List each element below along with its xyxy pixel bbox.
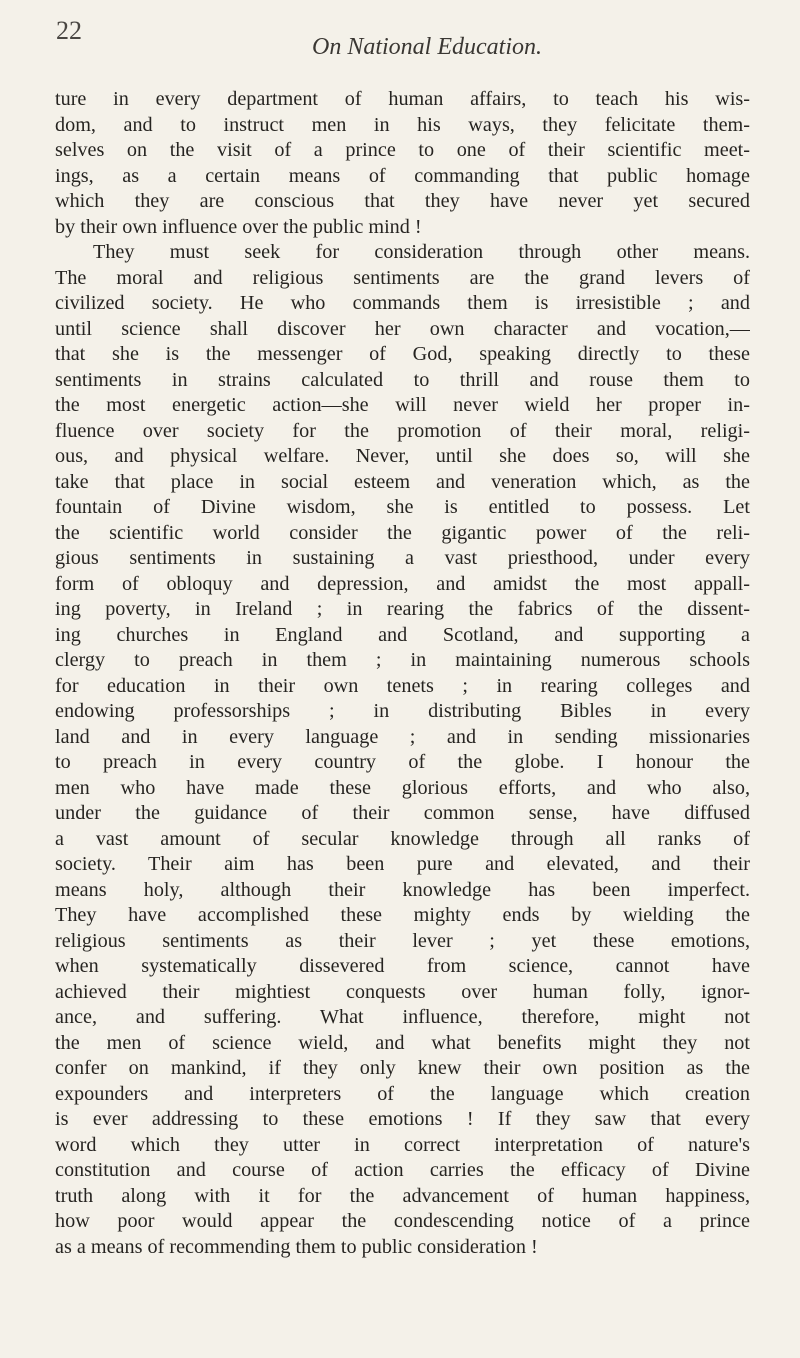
body-text [55,87,750,1260]
text-line: selves on the visit of a prince to one of their scientific meet- [55,139,750,161]
text-line: expounders and interpreters of the language which creation [55,1082,750,1105]
text-line: when systematically dissevered from science, cannot have [55,955,750,977]
text-line: truth along with it for the advancement of human happiness, [55,1184,750,1207]
text-line: form of obloquy and depression, and amidst the most appall- [55,572,750,595]
running-title: On National Education. [312,34,542,60]
text-line: under the guidance of their common sense, have diffused [55,802,750,824]
text-line: as a means of recommending them to public consideration ! [55,1235,538,1258]
text-line: men who have made these glorious efforts, and who also, [55,776,750,799]
text-line: the most energetic action—she will never wield her proper in- [55,394,750,416]
text-line: which they are conscious that they have never yet secured [55,190,750,212]
page-number: 22 [56,16,82,45]
text-line: The moral and religious sentiments are the grand levers of [55,266,750,289]
text-line: ance, and suffering. What influence, therefore, might not [55,1006,750,1028]
text-line: for education in their own tenets ; in rearing colleges and [55,674,750,697]
text-line: achieved their mightiest conquests over human folly, ignor- [55,980,750,1003]
text-line: civilized society. He who commands them is irresistible ; and [55,292,750,314]
text-line: ous, and physical welfare. Never, until she does so, will she [55,445,750,467]
text-line: religious sentiments as their lever ; yet these emotions, [55,929,750,952]
text-line: They must seek for consideration through other means. [93,241,750,263]
text-line: means holy, although their knowledge has been imperfect. [55,878,750,901]
text-line: gious sentiments in sustaining a vast priesthood, under every [55,547,750,569]
text-line: the men of science wield, and what benefits might they not [55,1031,750,1054]
text-line: society. Their aim has been pure and elevated, and their [55,853,750,875]
text-line: a vast amount of secular knowledge through all ranks of [55,827,750,850]
text-line: ing churches in England and Scotland, and supporting a [55,623,750,646]
text-line: word which they utter in correct interpretation of nature's [55,1133,750,1156]
text-line: ing poverty, in Ireland ; in rearing the fabrics of the dissent- [55,598,750,620]
text-line: ture in every department of human affairs, to teach his wis- [55,88,750,110]
text-line: constitution and course of action carries the efficacy of Divine [55,1159,750,1181]
text-line: until science shall discover her own character and vocation,— [55,317,750,340]
text-line: the scientific world consider the gigantic power of the reli- [55,521,750,544]
text-line: dom, and to instruct men in his ways, they felicitate them- [55,113,750,136]
text-line: land and in every language ; and in sending missionaries [55,725,750,748]
text-line: endowing professorships ; in distributing Bibles in every [55,700,750,722]
text-line: take that place in social esteem and veneration which, as the [55,470,750,493]
text-line: that she is the messenger of God, speaking directly to these [55,343,750,365]
text-line: clergy to preach in them ; in maintaining numerous schools [55,649,750,671]
text-line: by their own influence over the public mind ! [55,215,422,238]
text-line: They have accomplished these mighty ends by wielding the [55,904,750,926]
text-line: is ever addressing to these emotions ! If they saw that every [55,1108,750,1130]
text-line: how poor would appear the condescending notice of a prince [55,1210,750,1232]
text-line: to preach in every country of the globe. I honour the [55,751,750,773]
text-line: sentiments in strains calculated to thrill and rouse them to [55,368,750,391]
text-line: fountain of Divine wisdom, she is entitled to possess. Let [55,496,750,518]
text-line: confer on mankind, if they only knew their own position as the [55,1057,750,1079]
text-line: fluence over society for the promotion of their moral, religi- [55,419,750,442]
text-line: ings, as a certain means of commanding that public homage [55,164,750,187]
